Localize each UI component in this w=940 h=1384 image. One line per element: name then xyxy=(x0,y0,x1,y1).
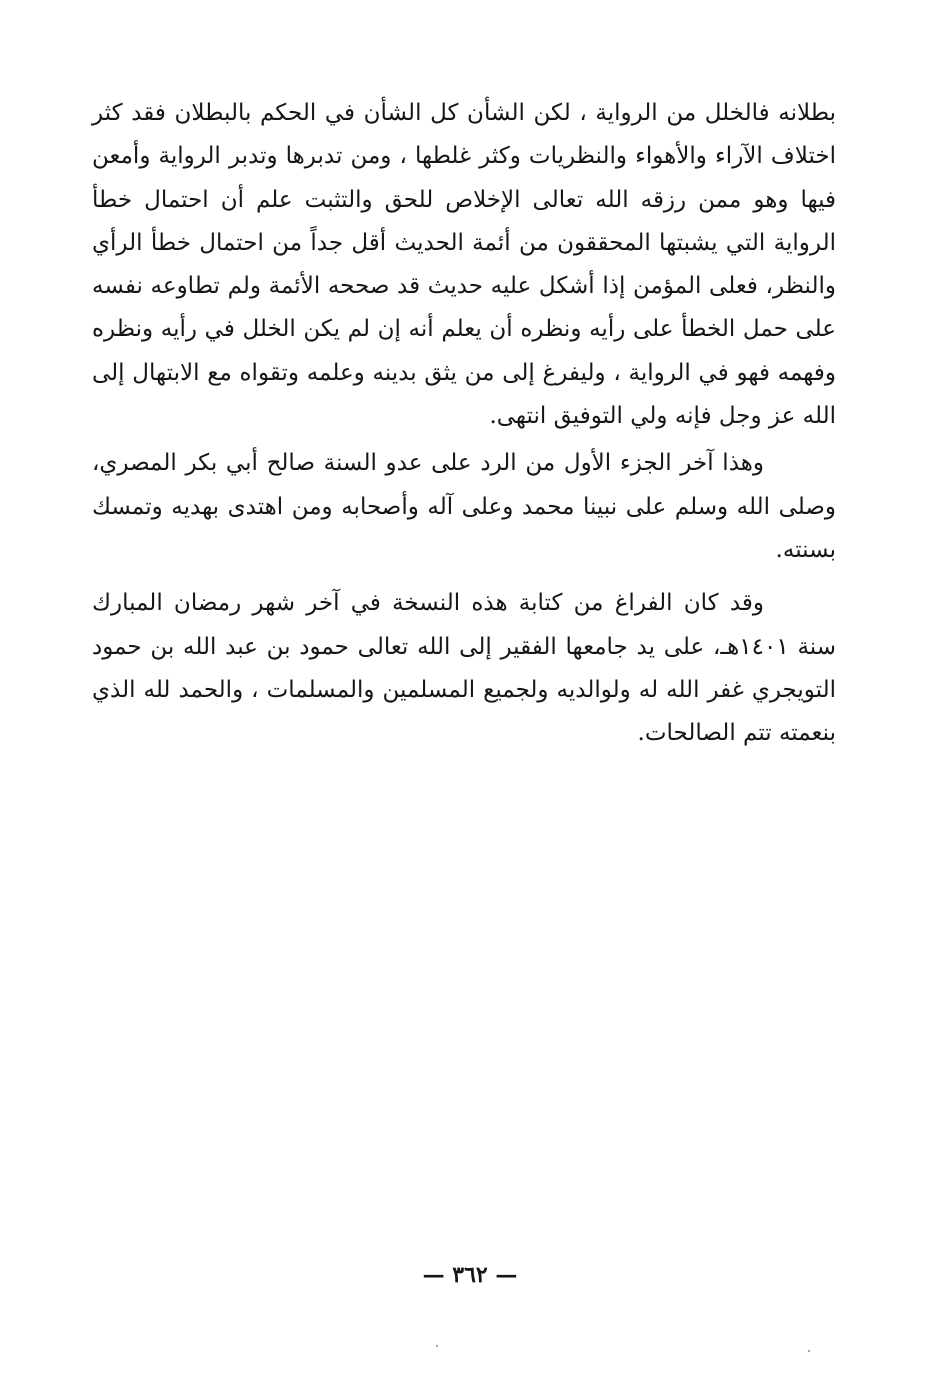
paragraph-3: وقد كان الفراغ من كتابة هذه النسخة في آخر شهر رمضان المبارك سنة ١٤٠١هـ، على يد جامعها الفقير إلى الله تعالى حمود بن عبد الله بن حمود التويجري غفر الله له ولوالديه ولجميع المسلمين والمسلمات ، والحمد لله الذي بنعمته تتم الصالحات. xyxy=(92,590,836,747)
scan-speck xyxy=(436,1345,438,1347)
paragraph-1: بطلانه فالخلل من الرواية ، لكن الشأن كل الشأن في الحكم بالبطلان فقد كثر اختلاف الآراء والأهواء والنظريات وكثر غلطها ، ومن تدبرها وتدبر الرواية وأمعن فيها وهو ممن رزقه الله تعالى الإخلاص للحق والتثبت علم أن احتمال خطأ الرواية التي يشبتها المحققون من أئمة الحديث أقل جداً من احتمال خطأ الرأي والنظر، فعلى المؤمن إذا أشكل عليه حديث قد صححه الأئمة ولم تطاوعه نفسه على حمل الخطأ على رأيه ونظره أن يعلم أنه إن لم يكن الخلل في رأيه ونظره وفهمه فهو في الرواية ، وليفرغ إلى من يثق بدينه وعلمه وتقواه مع الابتهال إلى الله عز وجل فإنه ولي التوفيق انتهى. xyxy=(92,100,836,430)
paragraph-2: وهذا آخر الجزء الأول من الرد على عدو السنة صالح أبي بكر المصري، وصلى الله وسلم على نبينا محمد وعلى آله وأصحابه ومن اهتدى بهديه وتمسك بسنته. xyxy=(92,450,836,563)
body-text xyxy=(92,92,836,765)
scan-speck xyxy=(808,1350,810,1352)
page-number: — ٣٦٢ — xyxy=(422,1262,518,1288)
